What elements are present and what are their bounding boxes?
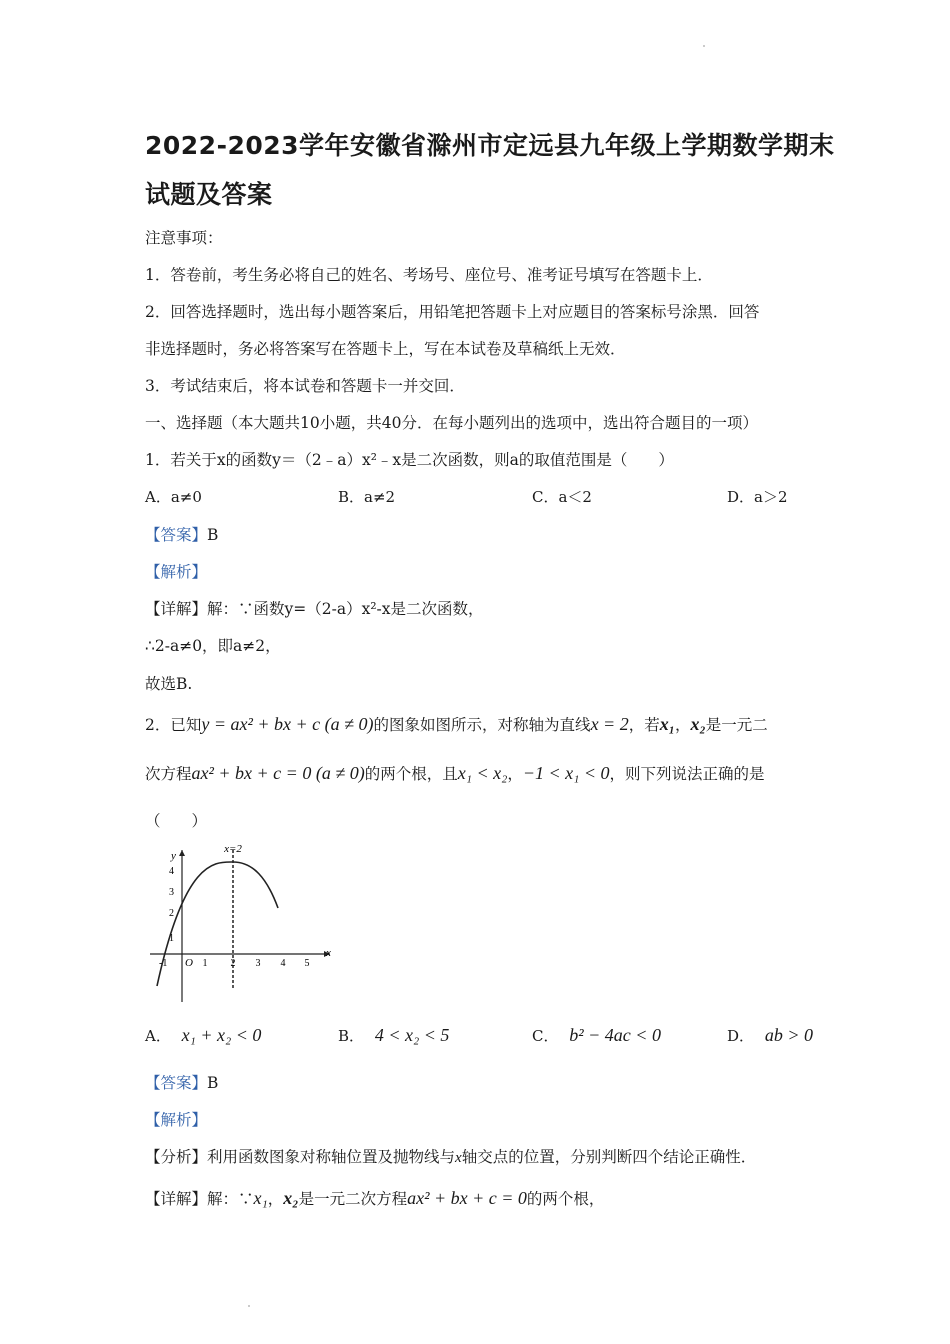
q2-axis-expr: x = 2 [590, 714, 629, 734]
detail-text: 解：∵ [207, 1190, 254, 1208]
detail-text: 的两个根， [526, 1190, 605, 1208]
q2-option-d [727, 1025, 813, 1046]
q2-option-b [338, 1025, 449, 1046]
q1-answer [145, 523, 218, 545]
option-letter: A． [145, 1027, 171, 1045]
q2-equation-expr: ax² + bx + c = 0 (a ≠ 0) [191, 763, 365, 783]
q1-option-d: D．a＞2 [727, 488, 788, 506]
fenxi-x: x [455, 1150, 462, 1166]
detail-tag: 【详解】 [145, 600, 208, 618]
section-heading: 一、选择题（本大题共10小题，共40分．在每小题列出的选项中，选出符合题目的一项） [145, 414, 758, 432]
q2-option-a [145, 1025, 261, 1046]
q2-fenxi [145, 1145, 756, 1167]
y-tick-label: 3 [169, 887, 174, 898]
q1-option-b: B．a≠2 [338, 488, 396, 506]
y-axis-arrow [179, 850, 185, 856]
notice-item-1: 1．答卷前，考生务必将自己的姓名、考场号、座位号、准考证号填写在答题卡上． [145, 266, 713, 284]
q1-option-c: C．a＜2 [532, 488, 592, 506]
q2-x1: x₁ [659, 714, 675, 734]
q2-x2: x₂ [690, 714, 706, 734]
answer-tag: 【答案】 [145, 526, 208, 544]
page-title-line2: 试题及答案 [145, 180, 273, 209]
fenxi-text: 利用函数图象对称轴位置及抛物线与 [207, 1148, 456, 1166]
q2-text: 次方程 [145, 765, 192, 783]
q2-prefix: 2．已知 [145, 716, 202, 734]
answer-value: B [207, 1074, 219, 1092]
detail-equation: ax² + bx + c = 0 [407, 1188, 527, 1208]
notice-item-3: 3．考试结束后，将本试卷和答题卡一并交回． [145, 377, 465, 395]
q2-range-expr: −1 < x₁ < 0 [522, 763, 610, 783]
option-expr: ab > 0 [764, 1025, 813, 1045]
q1-option-a: A．a≠0 [145, 488, 202, 506]
q2-text: ， [507, 765, 523, 783]
detail-x2: x₂ [283, 1188, 299, 1208]
notice-item-2a: 2．回答选择题时，选出每小题答案后，用铅笔把答题卡上对应题目的答案标号涂黑．回答 [145, 303, 760, 321]
q2-answer [145, 1071, 218, 1093]
answer-tag: 【答案】 [145, 1074, 208, 1092]
y-tick-label: 1 [169, 933, 174, 944]
q2-text: 是一元二 [705, 716, 768, 734]
detail-tag: 【详解】 [145, 1190, 208, 1208]
option-letter: C． [532, 1027, 559, 1045]
x-tick-label: 1 [202, 958, 208, 969]
q2-stem-line1 [145, 713, 768, 735]
q2-detail [145, 1187, 604, 1209]
y-tick-label: 4 [169, 866, 174, 877]
q1-analysis-tag: 【解析】 [145, 563, 208, 581]
x-axis-label: x [326, 947, 331, 959]
origin-label: O [185, 957, 193, 969]
detail-text: ， [267, 1190, 284, 1208]
option-letter: D． [727, 1027, 755, 1045]
page-mark [248, 1305, 250, 1307]
x-tick-label: 5 [304, 958, 310, 969]
q2-text: ，则下列说法正确的是 [609, 765, 765, 783]
detail-text: 解：∵函数y=（2-a）x²-x是二次函数， [207, 600, 484, 618]
x-tick-label: 2 [230, 958, 236, 969]
q2-function-expr: y = ax² + bx + c (a ≠ 0) [201, 714, 374, 734]
q2-text: 的图象如图所示，对称轴为直线 [373, 716, 591, 734]
y-axis-label: y [171, 850, 176, 862]
detail-x1: x₁ [253, 1188, 268, 1208]
option-expr: x₁ + x₂ < 0 [181, 1025, 262, 1045]
q2-option-c [532, 1025, 661, 1046]
answer-value: B [207, 526, 219, 544]
x-tick-label: -1 [159, 958, 168, 969]
y-tick-label: 2 [169, 908, 174, 919]
fenxi-text: 轴交点的位置，分别判断四个结论正确性． [461, 1148, 757, 1166]
option-expr: b² − 4ac < 0 [569, 1025, 661, 1045]
q2-stem-line3: （ ） [145, 812, 208, 830]
notice-heading: 注意事项： [145, 229, 223, 247]
parabola-graph [145, 838, 345, 1008]
fenxi-tag: 【分析】 [145, 1148, 208, 1166]
q2-text: ， [675, 716, 691, 734]
page-mark [703, 45, 705, 47]
axis-line-label: x=2 [224, 843, 242, 855]
q2-order-expr: x₁ < x₂ [457, 763, 508, 783]
q2-text: ，若 [628, 716, 660, 734]
page-title-line1: 2022-2023学年安徽省滁州市定远县九年级上学期数学期末 [145, 131, 835, 160]
x-tick-label: 4 [280, 958, 286, 969]
q1-detail-3: 故选B. [145, 675, 193, 693]
q1-detail-2: ∴2-a≠0，即a≠2， [145, 637, 281, 655]
q2-text: 的两个根，且 [364, 765, 458, 783]
detail-text: 是一元二次方程 [298, 1190, 408, 1208]
option-expr: 4 < x₂ < 5 [374, 1025, 450, 1045]
notice-item-2b: 非选择题时，务必将答案写在答题卡上，写在本试卷及草稿纸上无效． [145, 340, 626, 358]
option-letter: B． [338, 1027, 365, 1045]
q1-detail-1 [145, 597, 484, 619]
x-tick-label: 3 [255, 958, 261, 969]
q1-stem: 1．若关于x的函数y＝（2﹣a）x²﹣x是二次函数，则a的取值范围是（ ） [145, 451, 674, 469]
q2-stem-line2 [145, 762, 765, 784]
q2-analysis-tag: 【解析】 [145, 1111, 208, 1129]
